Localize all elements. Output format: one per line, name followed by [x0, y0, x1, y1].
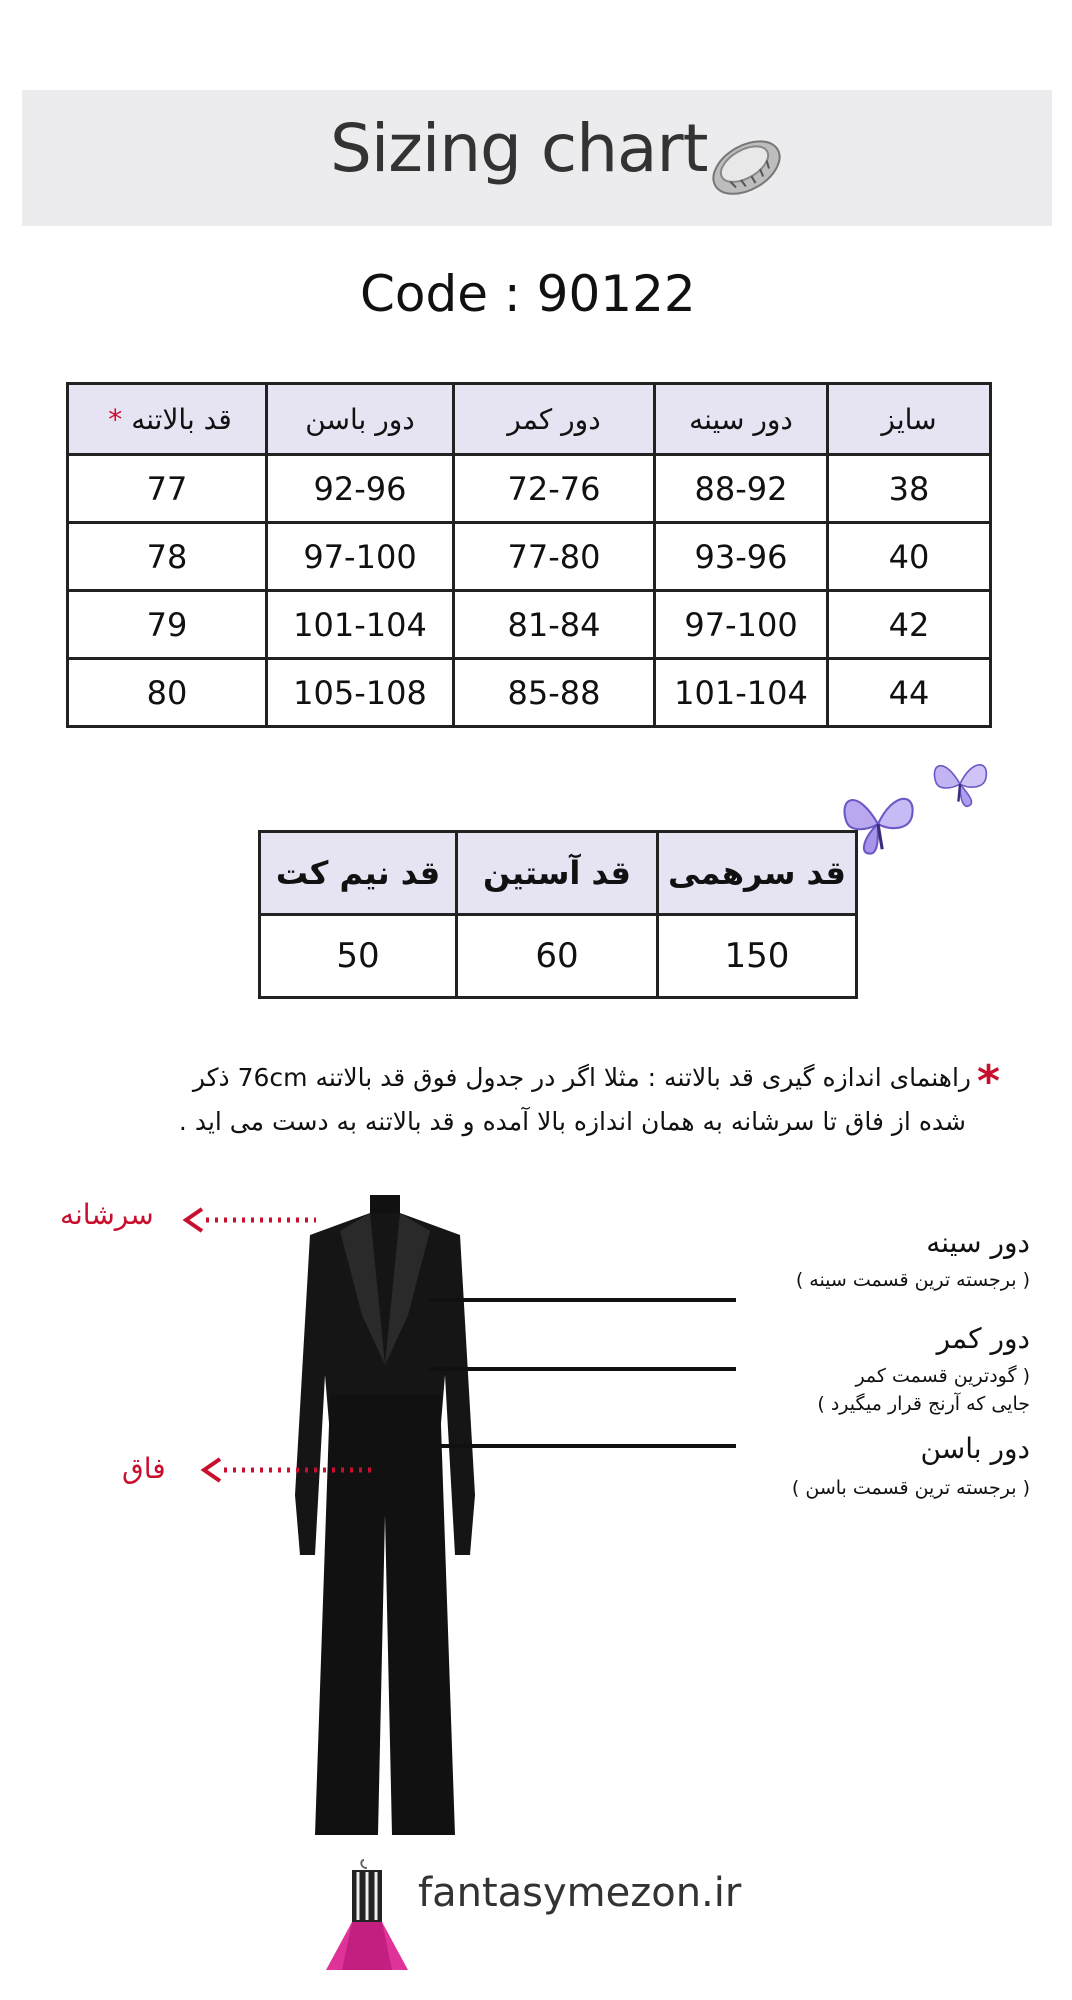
note-line-1: [60, 1056, 1000, 1107]
table-cell: 40: [828, 523, 991, 591]
table-cell: 97-100: [267, 523, 454, 591]
measurement-note: [60, 1058, 1000, 1142]
table-row: [68, 591, 991, 659]
hip-line: [428, 1444, 736, 1448]
table-row: [68, 523, 991, 591]
star-mark: *: [976, 1056, 1000, 1107]
note-text-1: راهنمای اندازه گیری قد بالاتنه : مثلا اگر در جدول فوق قد بالاتنه 76cm ذکر: [192, 1063, 971, 1092]
butterfly-icon: [928, 752, 992, 816]
size-table: [66, 382, 992, 728]
table-cell: 150: [658, 915, 857, 998]
shoulder-arrow-icon: [180, 1205, 320, 1235]
jumpsuit-illustration: [270, 1195, 500, 1845]
table-cell: 88-92: [655, 455, 828, 523]
header-jumpsuit-length: قد سرهمی: [658, 832, 857, 915]
table-cell: 42: [828, 591, 991, 659]
table-cell: 97-100: [655, 591, 828, 659]
header-size: سایز: [828, 384, 991, 455]
product-code: Code : 90122: [360, 265, 696, 323]
header-waist: دور کمر: [454, 384, 655, 455]
star-mark: *: [108, 402, 123, 436]
table-cell: 101-104: [267, 591, 454, 659]
table-cell: 77: [68, 455, 267, 523]
size-table-header-row: [68, 384, 991, 455]
crotch-arrow-icon: [198, 1455, 378, 1485]
dress-logo-icon: [322, 1858, 412, 1978]
table-cell: 105-108: [267, 659, 454, 727]
header-hip: دور باسن: [267, 384, 454, 455]
waist-title: دور کمر: [936, 1322, 1030, 1355]
table-cell: 85-88: [454, 659, 655, 727]
length-table: [258, 830, 858, 999]
table-cell: 80: [68, 659, 267, 727]
bust-line: [428, 1298, 736, 1302]
crotch-label: فاق: [122, 1452, 166, 1485]
hip-title: دور باسن: [920, 1432, 1030, 1465]
waist-subtitle-1: ( گودترین قسمت کمر: [855, 1365, 1030, 1387]
page-title: Sizing chart: [330, 110, 708, 187]
table-cell: 101-104: [655, 659, 828, 727]
table-cell: 79: [68, 591, 267, 659]
table-cell: 44: [828, 659, 991, 727]
footer-site: fantasymezon.ir: [418, 1870, 742, 1916]
header-bust: دور سینه: [655, 384, 828, 455]
table-row: [68, 455, 991, 523]
measuring-tape-icon: [700, 120, 790, 210]
table-cell: 60: [457, 915, 658, 998]
waist-subtitle-2: جایی که آرنج قرار میگیرد ): [817, 1393, 1030, 1415]
hip-subtitle: ( برجسته ترین قسمت باسن ): [791, 1477, 1030, 1499]
table-row: [260, 915, 857, 998]
bust-title: دور سینه: [926, 1226, 1030, 1259]
header-sleeve-length: قد آستین: [457, 832, 658, 915]
table-cell: 81-84: [454, 591, 655, 659]
table-cell: 93-96: [655, 523, 828, 591]
waist-line: [428, 1367, 736, 1371]
table-row: [68, 659, 991, 727]
header-torso-length: [68, 384, 267, 455]
header-half-coat-length: قد نیم کت: [260, 832, 457, 915]
bust-subtitle: ( برجسته ترین قسمت سینه ): [795, 1269, 1030, 1291]
table-cell: 78: [68, 523, 267, 591]
table-cell: 77-80: [454, 523, 655, 591]
shoulder-label: سرشانه: [60, 1198, 154, 1231]
table-cell: 50: [260, 915, 457, 998]
table-cell: 92-96: [267, 455, 454, 523]
table-cell: 72-76: [454, 455, 655, 523]
note-text-2: شده از فاق تا سرشانه به همان اندازه بالا آمده و قد بالاتنه به دست می اید .: [178, 1107, 966, 1136]
header-torso-label: قد بالاتنه: [131, 402, 232, 436]
length-table-header-row: [260, 832, 857, 915]
table-cell: 38: [828, 455, 991, 523]
